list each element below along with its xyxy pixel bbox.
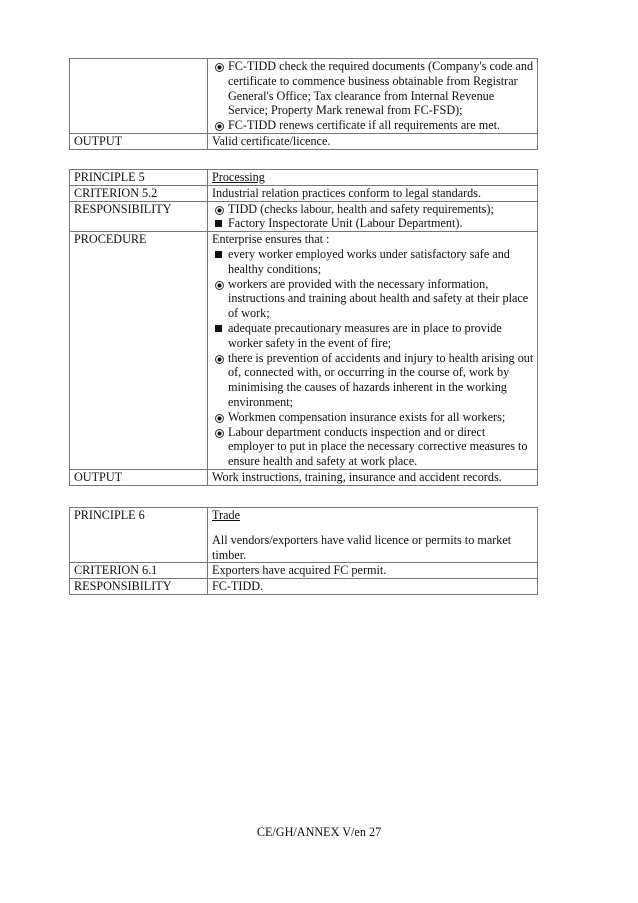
responsibility-cell bbox=[208, 201, 538, 232]
criterion-value: Industrial relation practices conform to legal standards. bbox=[208, 185, 538, 201]
bullet-icon bbox=[215, 429, 224, 438]
table-row bbox=[70, 579, 538, 595]
output-value: Valid certificate/licence. bbox=[208, 133, 538, 149]
criterion-value: Exporters have acquired FC permit. bbox=[208, 563, 538, 579]
list-item-text: Workmen compensation insurance exists for all workers; bbox=[228, 409, 506, 424]
list-item bbox=[212, 321, 534, 351]
list-item-text: adequate precautionary measures are in place to provide worker safety in the event of fire; bbox=[228, 320, 502, 350]
list-item-text: TIDD (checks labour, health and safety requirements); bbox=[228, 201, 494, 216]
procedure-cell bbox=[208, 59, 538, 134]
principle-cell bbox=[208, 508, 538, 563]
empty-label-cell bbox=[70, 59, 208, 134]
criterion-label: CRITERION 5.2 bbox=[70, 185, 208, 201]
procedure-intro: Enterprise ensures that : bbox=[212, 232, 330, 247]
bullet-icon bbox=[215, 63, 224, 72]
procedure-list bbox=[212, 247, 534, 469]
table-principle5 bbox=[69, 169, 538, 486]
list-item-text: Factory Inspectorate Unit (Labour Department). bbox=[228, 216, 463, 231]
table-row bbox=[70, 508, 538, 563]
table-row bbox=[70, 133, 538, 149]
list-item bbox=[212, 202, 534, 217]
list-item bbox=[212, 277, 534, 321]
principle-value: Trade bbox=[212, 508, 240, 522]
responsibility-label: RESPONSIBILITY bbox=[70, 579, 208, 595]
list-item bbox=[212, 425, 534, 469]
responsibility-label: RESPONSIBILITY bbox=[70, 201, 208, 232]
bullet-icon bbox=[215, 122, 224, 131]
bullet-icon bbox=[215, 414, 224, 423]
output-label: OUTPUT bbox=[70, 133, 208, 149]
bullet-icon bbox=[215, 355, 224, 364]
criterion-label: CRITERION 6.1 bbox=[70, 563, 208, 579]
responsibility-value: FC-TIDD. bbox=[208, 579, 538, 595]
list-item-text: FC-TIDD check the required documents (Company's code and certificate to commence business obtainable from Registrar General's Office; Tax clearance from Internal Revenue Service; Property Mark renewal from FC-FSD); bbox=[228, 59, 534, 118]
list-item bbox=[212, 247, 534, 277]
list-item-text: every worker employed works under satisfactory safe and healthy conditions; bbox=[228, 246, 510, 276]
list-item bbox=[212, 118, 534, 133]
bullet-icon bbox=[215, 281, 224, 290]
table-row bbox=[70, 170, 538, 186]
procedure-label: PROCEDURE bbox=[70, 232, 208, 470]
table-row bbox=[70, 185, 538, 201]
list-item-text: Labour department conducts inspection and or direct employer to put in place the necessary corrective measures to ensure health and safety at work place. bbox=[228, 424, 528, 469]
list-item-text: FC-TIDD renews certificate if all requirements are met. bbox=[228, 118, 501, 133]
principle-value: Processing bbox=[208, 170, 538, 186]
square-bullet-icon bbox=[215, 251, 222, 258]
list-item bbox=[212, 59, 534, 118]
principle-label: PRINCIPLE 6 bbox=[70, 508, 208, 563]
spacer bbox=[212, 523, 534, 533]
table-row bbox=[70, 469, 538, 485]
list-item bbox=[212, 410, 534, 425]
list-item bbox=[212, 216, 534, 231]
procedure-cell bbox=[208, 232, 538, 470]
responsibility-list bbox=[212, 202, 534, 232]
procedure-bullet-list bbox=[212, 59, 534, 133]
table-principle6 bbox=[69, 507, 538, 595]
square-bullet-icon bbox=[215, 220, 222, 227]
page-footer: CE/GH/ANNEX V/en 27 bbox=[256, 825, 382, 839]
table-row bbox=[70, 59, 538, 134]
bullet-icon bbox=[215, 206, 224, 215]
list-item bbox=[212, 351, 534, 410]
output-label: OUTPUT bbox=[70, 469, 208, 485]
table-principle4-continuation bbox=[69, 58, 538, 150]
table-row bbox=[70, 563, 538, 579]
list-item-text: there is prevention of accidents and injury to health arising out of, connected with, or occurring in the course of, work by minimising the causes of hazards inherent in the working environment; bbox=[228, 350, 534, 409]
principle-label: PRINCIPLE 5 bbox=[70, 170, 208, 186]
list-item-text: workers are provided with the necessary information, instructions and training about health and safety at their place of work; bbox=[228, 276, 529, 321]
principle-description: All vendors/exporters have valid licence or permits to market timber. bbox=[212, 532, 512, 562]
output-value: Work instructions, training, insurance and accident records. bbox=[208, 469, 538, 485]
square-bullet-icon bbox=[215, 325, 222, 332]
table-row bbox=[70, 201, 538, 232]
table-row bbox=[70, 232, 538, 470]
